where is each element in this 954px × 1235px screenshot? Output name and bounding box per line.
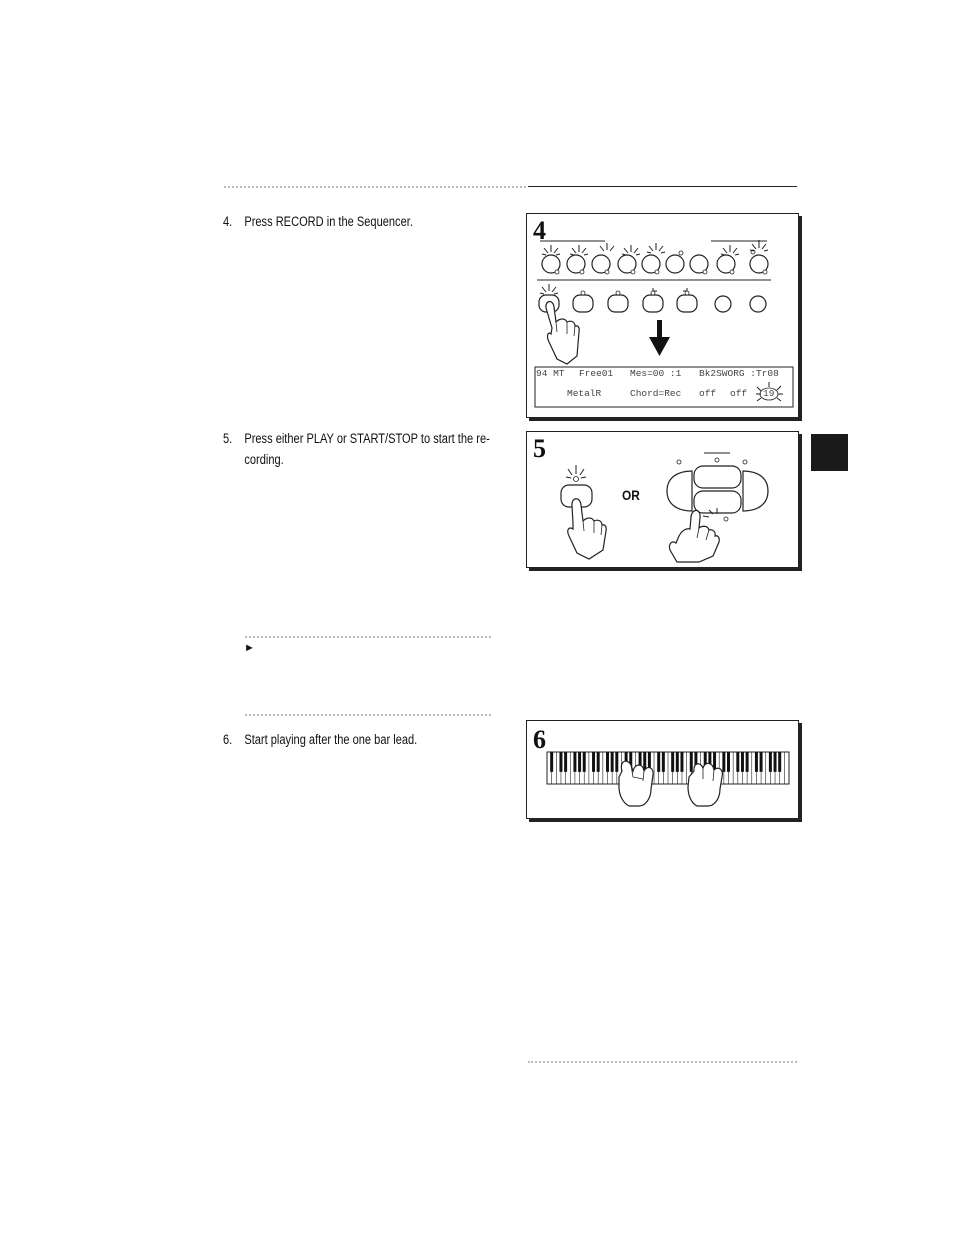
note-marker: ► <box>244 642 255 654</box>
black-key <box>606 752 609 772</box>
step-text-line2: cording. <box>244 452 284 467</box>
keyboard-illustration <box>527 721 798 818</box>
figure-number: 6 <box>533 725 546 754</box>
top-dotted-rule <box>224 186 526 188</box>
note-bottom-dotted-rule <box>245 714 491 716</box>
black-key <box>592 752 595 772</box>
lcd-row1-d: Bk2SWORG :Tr08 <box>699 368 779 379</box>
black-key <box>676 752 679 772</box>
step-number: 6. <box>223 732 233 747</box>
lcd-row1-c: Mes=00 :1 <box>630 368 682 379</box>
play-start-illustration <box>527 432 798 567</box>
black-key <box>727 752 730 772</box>
figure-number: 5 <box>533 434 546 463</box>
or-label: OR <box>622 487 640 503</box>
black-key <box>746 752 749 772</box>
step-number: 4. <box>223 214 233 229</box>
black-key <box>657 752 660 772</box>
black-key <box>769 752 772 772</box>
black-key <box>559 752 562 772</box>
lcd-row2-d: off <box>730 388 748 399</box>
step-text: Press RECORD in the Sequencer. <box>244 214 413 229</box>
black-key <box>774 752 777 772</box>
figure-4-sequencer-panel <box>526 213 799 418</box>
step-5 <box>223 428 490 470</box>
chapter-tab <box>811 434 848 471</box>
black-key <box>760 752 763 772</box>
black-key <box>741 752 744 772</box>
black-key <box>615 752 618 772</box>
black-key <box>662 752 665 772</box>
black-key <box>680 752 683 772</box>
note-top-dotted-rule <box>245 636 491 638</box>
step-text-line1: Press either PLAY or START/STOP to start the re- <box>244 431 490 446</box>
step-4 <box>223 211 413 232</box>
black-key <box>611 752 614 772</box>
step-number: 5. <box>223 431 233 446</box>
black-key <box>573 752 576 772</box>
black-key <box>690 752 693 772</box>
black-key <box>722 752 725 772</box>
lcd-row2-c: off <box>699 388 717 399</box>
figure-5-play-buttons <box>526 431 799 568</box>
black-key <box>671 752 674 772</box>
black-key <box>778 752 781 772</box>
black-key <box>755 752 758 772</box>
figure-6-keyboard <box>526 720 799 819</box>
bottom-dotted-rule <box>528 1061 797 1063</box>
black-key <box>583 752 586 772</box>
figure-number: 4 <box>533 216 546 245</box>
lcd-row2-b: Chord=Rec <box>630 388 682 399</box>
step-6 <box>223 729 417 750</box>
black-key <box>564 752 567 772</box>
panel-illustration <box>527 214 798 417</box>
black-key <box>578 752 581 772</box>
top-solid-rule <box>528 186 797 187</box>
black-key <box>550 752 553 772</box>
lcd-row2-a: MetalR <box>567 388 602 399</box>
lcd-row2-e: 19 <box>763 388 775 399</box>
step-text: Start playing after the one bar lead. <box>244 732 418 747</box>
lcd-row1-b: Free01 <box>579 368 614 379</box>
lcd-row1-a: 94 MT <box>536 368 565 379</box>
black-key <box>736 752 739 772</box>
black-key <box>597 752 600 772</box>
